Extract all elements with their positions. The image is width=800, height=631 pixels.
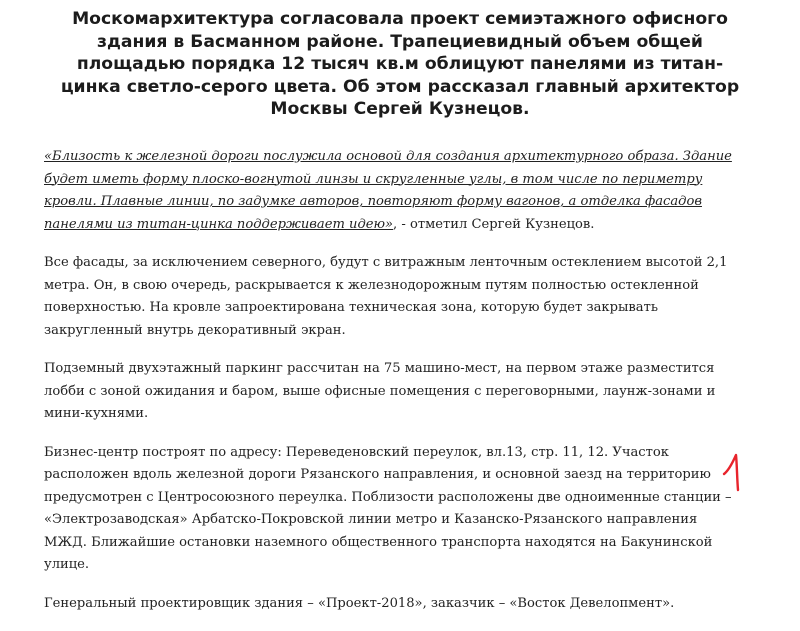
developer-paragraph: Генеральный проектировщик здания – «Проект-2018», заказчик – «Восток Девелопмент». (44, 595, 675, 611)
parking-paragraph: Подземный двухэтажный паркинг рассчитан на 75 машино-мест, на первом этаже разместится лобби с зоной ожидания и баром, выше офисные помещения с переговорными, лаунж-зонами и мини-кухнями. (44, 361, 716, 421)
article-headline: Москомархитектура согласовала проект семиэтажного офисного здания в Басманном районе. Трапециевидный объем общей площадью порядка 12 тысяч кв.м облицуют панелями из титан-цинка светло-серого цвета. Об этом рассказал главный архитектор Москвы Сергей Кузнецов. (60, 9, 740, 119)
quote-paragraph (44, 146, 734, 236)
handwritten-annotation-mark (718, 452, 758, 492)
architect-quote: «Близость к железной дороги послужила основой для создания архитектурного образа. Здание будет иметь форму плоско-вогнутой линзы и скругленные углы, в том числе по периметру кровли. Плавные линии, по задумке авторов, повторяют форму вагонов, а отделка фасадов панелями из титан-цинка поддерживает идею» (44, 149, 732, 232)
article-body (44, 146, 734, 631)
quote-attribution: , - отметил Сергей Кузнецов. (393, 216, 595, 232)
facade-paragraph: Все фасады, за исключением северного, будут с витражным ленточным остеклением высотой 2,1 метра. Он, в свою очередь, раскрывается к железнодорожным путям полностью остекленной поверхностью. На кровле запроектирована техническая зона, которую будет закрывать закругленный внутрь декоративный экран. (44, 255, 728, 338)
address-paragraph: Бизнес-центр построят по адресу: Переведеновский переулок, вл.13, стр. 11, 12. Участок расположен вдоль железной дороги Рязанского направления, и основной заезд на территорию предусмотрен с Центросоюзного переулка. Поблизости расположены две одноименные станции – «Электрозаводская» Арбатско-Покровской линии метро и Казанско-Рязанского направления МЖД. Ближайшие остановки наземного общественного транспорта находятся на Бакунинской улице. (44, 444, 732, 572)
